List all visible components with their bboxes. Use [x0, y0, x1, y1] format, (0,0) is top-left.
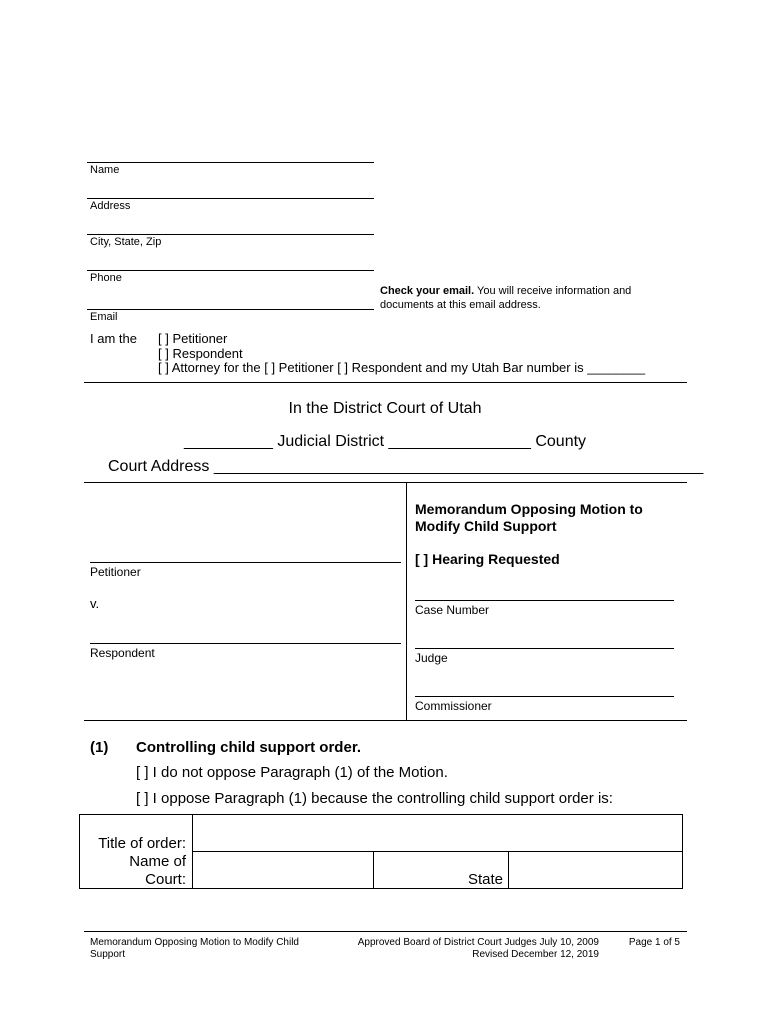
- footer-form-title: [90, 937, 299, 961]
- phone-line[interactable]: [87, 270, 374, 271]
- iam-attorney-option[interactable]: [ ] Attorney for the [ ] Petitioner [ ] Respondent and my Utah Bar number is ________: [158, 360, 646, 375]
- email-note-bold: Check your email.: [380, 285, 475, 297]
- name-line[interactable]: [87, 162, 374, 163]
- city-line[interactable]: [87, 234, 374, 235]
- footer-divider: [84, 931, 687, 932]
- court-title: In the District Court of Utah: [288, 400, 482, 417]
- name-label: Name: [90, 164, 120, 176]
- iam-respondent-option[interactable]: [ ] Respondent: [158, 346, 243, 361]
- email-line[interactable]: [87, 309, 374, 310]
- document-title-line1: Memorandum Opposing Motion to: [415, 501, 643, 517]
- versus: v.: [90, 596, 100, 611]
- city-label: City, State, Zip: [90, 236, 162, 248]
- iam-petitioner-option[interactable]: [ ] Petitioner: [158, 331, 228, 346]
- caption-divider: [406, 482, 407, 720]
- district-county-line[interactable]: __________ Judicial District ________________ County: [183, 433, 587, 450]
- petitioner-line[interactable]: [90, 562, 401, 563]
- state-label: State: [467, 871, 503, 888]
- footer-page-number: Page 1 of 5: [628, 937, 680, 948]
- case-number-label: Case Number: [415, 603, 490, 617]
- order-table-label-col: [192, 814, 193, 889]
- title-of-order-field[interactable]: [194, 816, 681, 850]
- name-of-court-label: [80, 853, 186, 889]
- email-note-line2: documents at this email address.: [380, 299, 541, 311]
- name-of-court-label-2: Court:: [145, 871, 186, 888]
- state-field[interactable]: [510, 853, 681, 887]
- header-divider: [84, 382, 687, 383]
- iam-label: I am the: [90, 331, 137, 346]
- footer-form-title-2: Support: [90, 949, 126, 960]
- judge-label: Judge: [415, 651, 448, 665]
- oppose-option[interactable]: [ ] I oppose Paragraph (1) because the controlling child support order is:: [136, 790, 613, 807]
- caption-bottom-line: [84, 720, 687, 721]
- order-table-state-end: [508, 851, 509, 889]
- phone-label: Phone: [90, 272, 122, 284]
- respondent-line[interactable]: [90, 643, 401, 644]
- address-label: Address: [90, 200, 131, 212]
- commissioner-line[interactable]: [415, 696, 674, 697]
- case-number-line[interactable]: [415, 600, 674, 601]
- respondent-label: Respondent: [90, 646, 155, 660]
- footer-approval: [340, 937, 599, 961]
- title-of-order-label: Title of order:: [98, 835, 186, 852]
- name-of-court-label-1: Name of: [129, 853, 186, 870]
- name-of-court-field[interactable]: [194, 853, 372, 887]
- hearing-requested-checkbox[interactable]: [ ] Hearing Requested: [415, 551, 560, 567]
- section-heading: Controlling child support order.: [136, 739, 361, 756]
- email-note: [380, 284, 680, 312]
- footer-form-title-1: Memorandum Opposing Motion to Modify Child: [90, 937, 299, 948]
- document-title-line2: Modify Child Support: [415, 518, 557, 534]
- section-number: (1): [90, 739, 109, 756]
- email-note-rest: You will receive information and: [474, 285, 632, 297]
- order-table-row-divider: [192, 851, 683, 852]
- judge-line[interactable]: [415, 648, 674, 649]
- caption-top-line: [84, 482, 687, 483]
- address-line[interactable]: [87, 198, 374, 199]
- commissioner-label: Commissioner: [415, 699, 492, 713]
- footer-approval-2: Revised December 12, 2019: [472, 949, 599, 960]
- court-address-line[interactable]: Court Address _______________________________________________________: [108, 458, 704, 475]
- petitioner-label: Petitioner: [90, 565, 141, 579]
- email-label: Email: [90, 311, 118, 323]
- document-title: [415, 501, 643, 535]
- no-oppose-option[interactable]: [ ] I do not oppose Paragraph (1) of the Motion.: [136, 764, 448, 781]
- footer-approval-1: Approved Board of District Court Judges July 10, 2009: [357, 937, 599, 948]
